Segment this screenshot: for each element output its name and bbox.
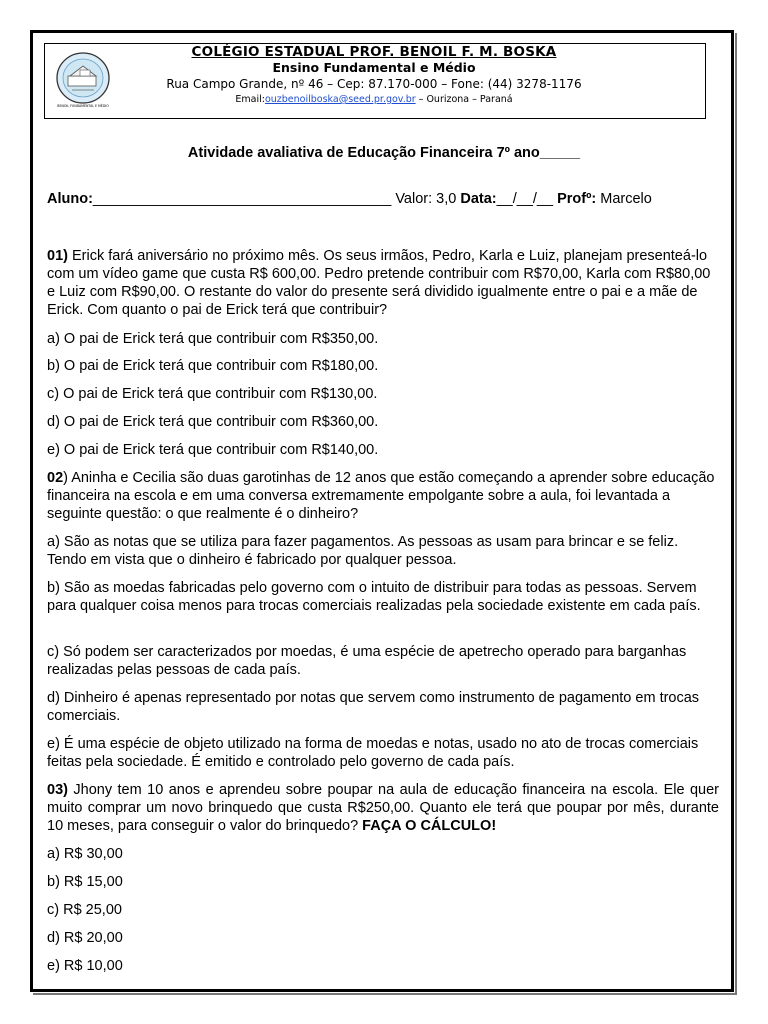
- q1-option-e: e) O pai de Erick terá que contribuir com R$140,00.: [47, 442, 379, 458]
- valor-text: Valor: 3,0: [391, 191, 461, 207]
- q1-option-c: c) O pai de Erick terá que contribuir com R$130,00.: [47, 386, 378, 402]
- q3-option-d: d) R$ 20,00: [47, 930, 123, 946]
- q2-option-c: c) Só podem ser caracterizados por moedas, é uma espécie de apetrecho operado para barganhas realizadas pelas pessoas de cada país.: [47, 644, 687, 678]
- question-1-stem: [47, 247, 719, 319]
- q2-option-a: a) São as notas que se utiliza para fazer pagamentos. As pessoas as usam para brincar e se feliz. Tendo em vista que o dinheiro é fabricado por qualquer pessoa.: [47, 534, 679, 568]
- school-level: Ensino Fundamental e Médio: [272, 60, 476, 75]
- school-name: COLÉGIO ESTADUAL PROF. BENOIL F. M. BOSKA: [191, 44, 557, 60]
- data-blank: __/__/__: [496, 191, 558, 207]
- logo-caption: BENOIL FUNDAMENTAL E MÉDIO: [57, 104, 109, 108]
- question-2-stem: [47, 469, 719, 523]
- q2-option-d: d) Dinheiro é apenas representado por notas que servem como instrumento de pagamento em trocas comerciais.: [47, 690, 700, 724]
- prof-label: Profº:: [557, 191, 597, 207]
- question-2-text: ) Aninha e Cecilia são duas garotinhas de 12 anos que estão começando a aprender sobre educação financeira na escola e em uma conversa extremamente empolgante sobre a aula, foi levantada a seguinte questão: o que realmente é o dinheiro?: [47, 470, 715, 522]
- email-prefix: Email:: [235, 94, 265, 105]
- q1-option-d: d) O pai de Erick terá que contribuir com R$360,00.: [47, 414, 379, 430]
- q2-option-e: e) É uma espécie de objeto utilizado na forma de moedas e notas, usado no ato de trocas comerciais feitas pela sociedade. É emitido e controlado pelo governo de cada país.: [47, 736, 699, 770]
- question-3-emphasis: FAÇA O CÁLCULO!: [362, 818, 497, 834]
- activity-title: Atividade avaliativa de Educação Financeira 7º ano_____: [187, 145, 581, 161]
- question-1-number: 01): [47, 248, 68, 264]
- school-email-line: [124, 93, 624, 106]
- question-2-number: 02: [47, 470, 64, 486]
- question-3-stem: [47, 781, 719, 835]
- q1-option-b: b) O pai de Erick terá que contribuir com R$180,00.: [47, 358, 379, 374]
- student-info-line: [47, 191, 652, 207]
- school-logo: [54, 50, 112, 112]
- aluno-label: Aluno:: [47, 191, 93, 207]
- prof-name: Marcelo: [596, 191, 652, 207]
- school-address: Rua Campo Grande, nº 46 – Cep: 87.170-000 – Fone: (44) 3278-1176: [166, 77, 582, 91]
- q3-option-e: e) R$ 10,00: [47, 958, 123, 974]
- aluno-blank: _____________________________________: [92, 191, 392, 207]
- q3-option-b: b) R$ 15,00: [47, 874, 123, 890]
- q2-option-b: b) São as moedas fabricadas pelo governo com o intuito de distribuir para todas as pessoas. Servem para qualquer coisa menos para trocas comerciais realizadas pela sociedade existente em cada país.: [47, 580, 701, 614]
- question-3-number: 03): [47, 782, 68, 798]
- email-suffix: – Ourizona – Paraná: [415, 94, 513, 105]
- q3-option-a: a) R$ 30,00: [47, 846, 123, 862]
- school-header-text: [124, 44, 624, 106]
- q3-option-c: c) R$ 25,00: [47, 902, 122, 918]
- data-label: Data:: [460, 191, 497, 207]
- email-link[interactable]: ouzbenoilboska@seed.pr.gov.br: [264, 94, 416, 105]
- q1-option-a: a) O pai de Erick terá que contribuir com R$350,00.: [47, 331, 379, 347]
- question-1-text: Erick fará aniversário no próximo mês. Os seus irmãos, Pedro, Karla e Luiz, planejam presenteá-lo com um vídeo game que custa R$ 600,00. Pedro pretende contribuir com R$70,00, Karla com R$80,00 e Luiz com R$90,00. O restante do valor do presente será dividido igualmente entre o pai e a mãe de Erick. Com quanto o pai de Erick terá que contribuir?: [47, 248, 711, 318]
- question-3-text: Jhony tem 10 anos e aprendeu sobre poupar na aula de educação financeira na escola. Ele quer muito comprar um novo brinquedo que custa R$250,00. Quanto ele terá que poupar por mês, durante 10 meses, para conseguir o valor do brinquedo?: [47, 782, 719, 834]
